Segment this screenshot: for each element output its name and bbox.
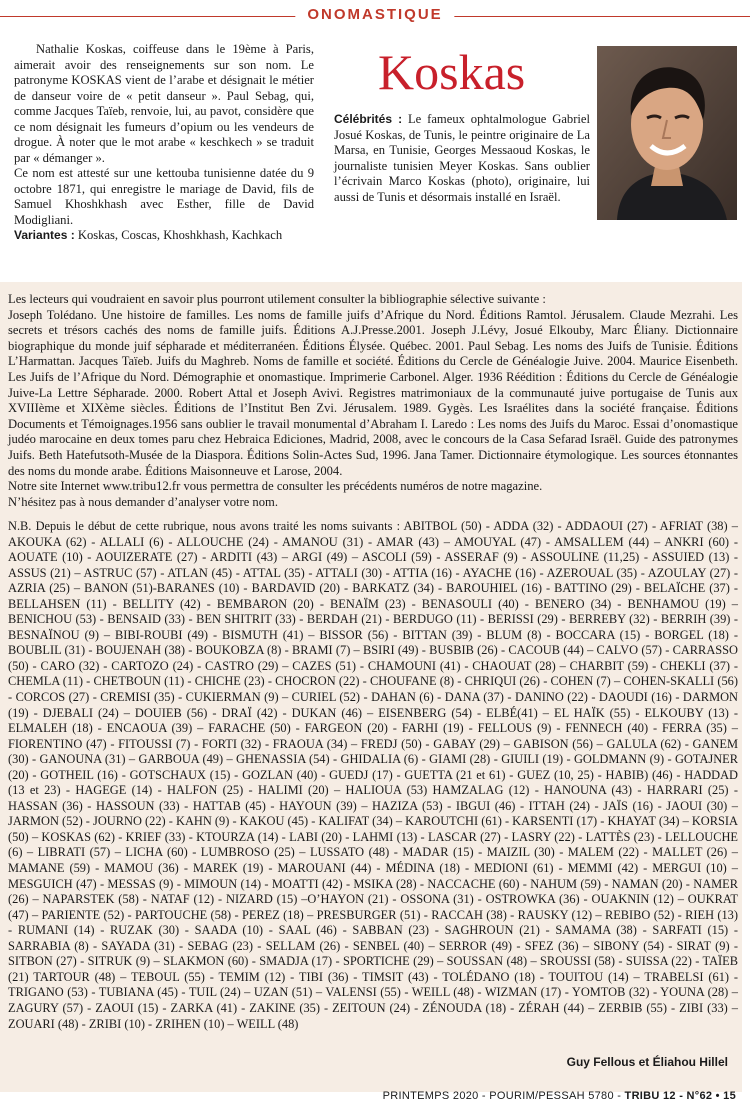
celebrities-paragraph <box>334 112 590 205</box>
treated-names-list: N.B. Depuis le début de cette rubrique, nous avons traité les noms suivants : ABITBOL (50) - ADDA (32) - ADDAOUI (27) - AFRIAT (38) – AKOUKA (62) - ALLALI (6) - ALLOUCHE (24) - AMANOU (31) - AMAR (43) – AMOUYAL (47) - AMSALLEM (44) – ANKRI (60) - AOUATE (10) - AOUIZERATE (27) - ARDITI (43) – ARGI (49) – ASCOLI (59) - ASSERAF (9) - ASSOULINE (11,25) - ASSUIED (13) - ASSUS (21) – ASTRUC (57) - ATLAN (45) - ATTAL (35) - ATTALI (30) - ATTIA (16) - AYACHE (16) - AZEROUAL (35) - AZOULAY (27) - AZRIA (25) – BANON (51)-BARANES (10) - BARDAVID (20) - BARKATZ (34) - BAROUHIEL (16) - BATTINO (29) - BELAÏCHE (37) - BELLAHSEN (11) - BELLITY (42) - BEMBARON (20) - BENAÏM (23) - BENASOULI (40) - BENERO (34) - BENHAMOU (19) – BENICHOU (53) - BENSAID (33) - BEN SHITRIT (33) - BERDAH (21) - BERDUGO (11) - BERISSI (29) - BERREBY (32) - BERRIH (39) - BESNAÏNOU (9) – BIBI-ROUBI (49) - BISMUTH (41) – BISSOR (56) - BITTAN (39) - BLUM (8) - BOCCARA (15) - BORGEL (18) - BOUBLIL (31) - BOUJENAH (38) - BOUKOBZA (8) - BRAMI (7) – BSIRI (49) - BUSBIB (26) - CACOUB (44) – CALVO (57) - CARRASSO (50) - CARO (32) - CARTOZO (24) - CASTRO (29) – CAZES (51) - CHAMOUNI (41) - CHAOUAT (28) – CHARBIT (59) - CHEKLI (37) - CHEMLA (11) - CHETBOUN (11) - CHICHE (23) - CHOCRON (22) - CHOUFANE (8) - CHRIQUI (26) - COHEN (7) – COHEN-SKALLI (56) - CORCOS (27) - CREMISI (35) - CUKIERMAN (9) – CURIEL (52) - DAHAN (6) - DANA (37) - DANINO (22) - DAOUDI (16) - DARMON (19) - DJEBALI (24) – DOUIEB (56) - DRAÏ (42) - DUKAN (46) – EISENBERG (54) - ELBÉ(41) – EL HAÏK (55) - ELKOUBY (13) - ELMALEH (18) - ENCAOUA (39) – FARACHE (50) - FARGEON (20) - FARHI (19) - FELLOUS (9) - FENNECH (40) - FERRA (35) – FIORENTINO (47) - FITOUSSI (7) - FORTI (32) - FRAOUA (34) – FREDJ (50) - GABAY (29) – GABISON (56) – GALULA (62) - GANEM (30) - GANOUNA (31) – GARBOUA (49) – GHENASSIA (54) - GHIDALIA (6) - GIAMI (28) - GIUILI (19) - GOLDMANN (9) - GOTAJNER (20) - GOTHEIL (16) - GOTSCHAUX (15) - GOZLAN (40) - GUEDJ (17) - GUETTA (21 et 61) - GUEZ (10, 25) - HABIB) (46) - HADDAD (13 et 23) - HAGEGE (14) - HALFON (25) - HALIMI (20) – HALIOUA (53) HAMZALAG (12) - HANOUNA (43) - HARRARI (25) - HASSAN (36) - HASSOUN (33) - HATTAB (45) - HAYOUN (39) – HAZIZA (53) - IBGUI (46) - ITTAH (24) - JAÏS (16) - JAOUI (30) – JARMON (52) - JOURNO (22) - KAHN (9) - KAKOU (45) - KALIFAT (34) – KAROUTCHI (61) - KARSENTI (17) - KHAYAT (34) – KORSIA (50) – KOSKAS (62) - KRIEF (33) - KTOURZA (14) - LABI (20) - LAHMI (13) - LASCAR (27) - LASRY (22) - LATTÈS (23) - LELLOUCHE (6) – LIBRATI (57) – LICHA (60) - LUMBROSO (25) – LUSSATO (48) - MADAR (15) - MAIZIL (30) - MALEM (22) - MALLET (26) – MAMANE (59) - MAMOU (36) - MAREK (19) - MAROUANI (44) - MÉDINA (18) - MEDIONI (61) - MEMMI (42) - MERGUI (10) – MESGUICH (47) - MESSAS (9) - MIMOUN (14) - MOATTI (42) - MSIKA (28) - NACCACHE (60) - NAHUM (59) - NAMAN (20) - NAMER (26) – NAPARSTEK (58) - NATAF (12) - NIZARD (15) –O’HAYON (21) - OSSONA (31) - OSTROWKA (36) - OUAKNIN (12) – OUKRAT (47) – PARIENTE (52) - PARTOUCHE (58) - PEREZ (18) – PRESBURGER (51) - RACCAH (38) - RAUSKY (12) – REBIBO (52) - RIEH (13) - RUMANI (14) - RUZAK (30) - SAADA (10) - SAAL (46) - SABBAN (23) - SAGHROUN (21) - SAMAMA (38) - SARFATI (15) - SARRABIA (8) - SAYADA (31) - SEBAG (23) - SELLAM (26) - SENBEL (40) – SERROR (49) - SFEZ (36) – SIBONY (54) - SIRAT (9) - SITBON (27) - SITRUK (9) – SLAKMON (60) - SMADJA (17) - SPORTICHE (29) – SOUSSAN (48) – SROUSSI (58) - SUISSA (22) - TAÏEB (21) TARTOUR (48) – TEBOUL (55) - TEMIM (12) - TIBI (36) - TIMSIT (43) - TOLÉDANO (18) - TOUITOU (14) – TRABELSI (61) - TRIGANO (53) - TUBIANA (45) - TUIL (24) – UZAN (51) – VALENSI (55) - WEILL (48) - WIZMAN (17) - YOMTOB (32) - YOUNA (28) – ZAGURY (57) - ZAOUI (15) - ZARKA (41) - ZAKINE (35) - ZEITOUN (24) - ZÉNOUDA (18) - ZÉRAH (44) – ZERBIB (55) - ZIBI (33) – ZOUARI (48) - ZRIBI (10) - ZRIHEN (10) – WEILL (48) <box>8 519 738 1031</box>
portrait-illustration <box>597 46 737 220</box>
intro-column <box>14 42 314 244</box>
intro-paragraph-2: Ce nom est attesté sur une kettouba tunisienne datée du 9 octobre 1871, qui enregistre le mariage de David, fils de Samuel Khoshkhash avec Esther, fille de David Modigliani. <box>14 166 314 227</box>
bibliography-text <box>8 292 738 510</box>
footer-magazine: TRIBU 12 - N°62 • 15 <box>624 1090 736 1102</box>
portrait-photo <box>597 46 737 220</box>
page-footer <box>383 1090 736 1102</box>
authors-signature: Guy Fellous et Éliahou Hillel <box>566 1055 728 1069</box>
bibliography-box <box>0 282 742 1092</box>
bibliography-intro: Les lecteurs qui voudraient en savoir plus pourront utilement consulter la bibliographie sélective suivante : <box>8 292 546 306</box>
variants-line <box>14 228 314 244</box>
request-note: N’hésitez pas à nous demander d’analyser votre nom. <box>8 494 278 509</box>
website-note: Notre site Internet www.tribu12.fr vous permettra de consulter les précédents numéros de notre magazine. <box>8 479 543 494</box>
footer-issue: PRINTEMPS 2020 - POURIM/PESSAH 5780 - <box>382 1090 625 1102</box>
bibliography-body: Joseph Tolédano. Une histoire de familles. Les noms de famille juifs d’Afrique du Nord. Éditions Ramtol. Jérusalem. Claude Mezrahi. Les secrets et trésors cachés des noms de famille juifs. Éditions A.J.Presse.2001. Joseph J.Lévy, Josué Elkouby, Marc Éliany. Dictionnaire biographique du monde juif sépharade et méditerranéen. Éditions Élysée. Québec. 2001. Paul Sebag. Les noms des Juifs de Tunisie. Éditions L’Harmattan. Jacques Taïeb. Juifs du Maghreb. Noms de famille et société. Éditions du Cercle de Généalogie Juive. 2004. Maurice Eisenbeth. Les Juifs de l’Afrique du Nord. Démographie et onomastique. Imprimerie Carbonel. Alger. 1936 Réédition : Éditions du Cercle de Généalogie Juive-La Lettre Sépharade. 2000. Robert Attal et Joseph Avivi. Registres matrimoniaux de la communauté juive portugaise de Tunis aux XVIIIème et XIXème siècles. Éditions de l’Institut Ben Zvi. Jérusalem. 1989. Gygès. Les Israélites dans la société française. Éditions Documents et Témoignages.1956 sans oublier le travail monumental d’Abraham I. Laredo : Les noms des Juifs du Maroc. Essai d’onomastique judéo marocaine en deux tomes paru chez Hebraica Ediciones, Madrid, 2008, avec le concours de la Casa Sefarad Israël. Guide des patronymes Juifs. Beth Hatefutsoth-Musée de la Diaspora. Éditions Solin-Actes Sud, 1996. Jana Tamer. Dictionnaire étymologique. Les sources étonnantes des noms du monde arabe. Éditions Maisonneuve et Larose, 2004. <box>8 307 738 478</box>
celebrities-text: Le fameux ophtalmologue Gabriel Josué Koskas, de Tunis, le peintre originaire de La Marsa, en Tunisie, Georges Messaoud Koskas, le journaliste tunisien Meyer Koskas. Sans oublier l’écrivain Marco Koskas (photo), originaire, lui aussi de Tunis et désormais installé en Israël. <box>334 112 590 204</box>
section-title: ONOMASTIQUE <box>295 6 454 23</box>
celebrities-label: Célébrités : <box>334 112 403 126</box>
name-title: Koskas <box>378 44 526 100</box>
variants-label: Variantes : <box>14 228 75 242</box>
intro-paragraph-1: Nathalie Koskas, coiffeuse dans le 19ème à Paris, aimerait avoir des renseignements sur son nom. Le patronyme KOSKAS vient de l’arabe et désignait le métier de danseur voire de « petit danseur ». Paul Sebag, qui, comme Jacques Taïeb, renvoie, lui, au pavot, considère que ce nom désignait les fumeurs d’opium ou les vendeurs de drogue. À noter que le mot arabe « keschkech » se traduit par « démanger ». <box>14 42 314 165</box>
variants-list: Koskas, Coscas, Khoshkhash, Kachkach <box>74 228 283 242</box>
section-header <box>0 6 750 26</box>
